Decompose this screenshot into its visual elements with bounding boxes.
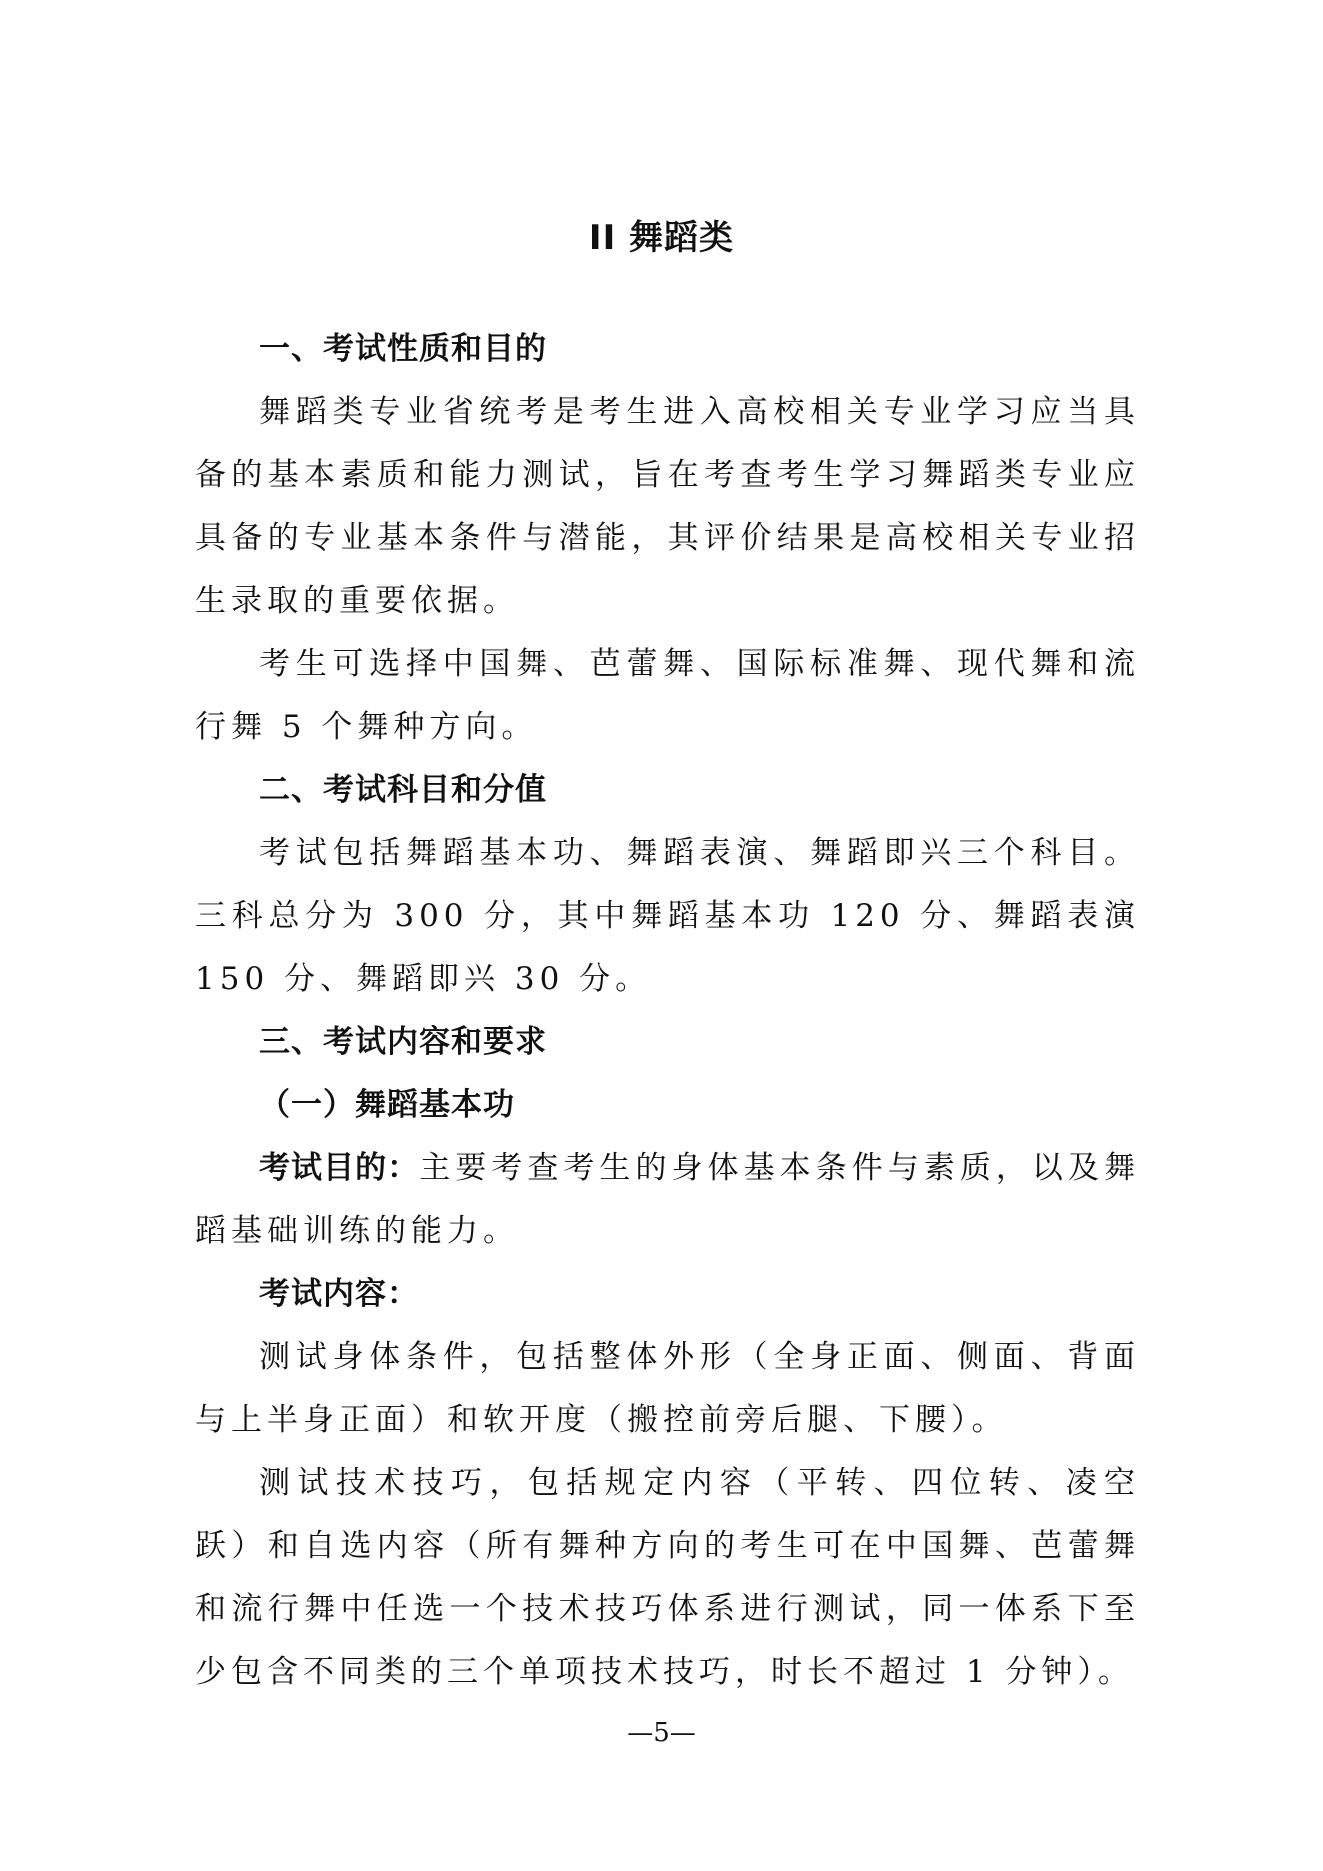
section-heading-2: 二、考试科目和分值 bbox=[259, 772, 547, 808]
subsection-heading: （一）舞蹈基本功 bbox=[259, 1087, 515, 1123]
page-title: II 舞蹈类 bbox=[588, 218, 735, 258]
paragraph-purpose bbox=[195, 1137, 1140, 1263]
paragraph: 考试包括舞蹈基本功、舞蹈表演、舞蹈即兴三个科目。三科总分为 300 分，其中舞蹈基本功 120 分、舞蹈表演 150 分、舞蹈即兴 30 分。 bbox=[195, 835, 1140, 997]
section-heading-1: 一、考试性质和目的 bbox=[259, 331, 547, 367]
section-heading-3: 三、考试内容和要求 bbox=[259, 1024, 547, 1060]
document-body bbox=[195, 318, 1140, 1704]
paragraph: 考生可选择中国舞、芭蕾舞、国际标准舞、现代舞和流行舞 5 个舞种方向。 bbox=[195, 646, 1140, 745]
paragraph: 测试身体条件，包括整体外形（全身正面、侧面、背面与上半身正面）和软开度（搬控前旁后腿、下腰）。 bbox=[195, 1339, 1140, 1438]
purpose-text: 主要考查考生的身体基本条件与素质，以及舞蹈基础训练的能力。 bbox=[195, 1150, 1141, 1249]
purpose-label: 考试目的： bbox=[259, 1150, 420, 1186]
paragraph: 测试技术技巧，包括规定内容（平转、四位转、凌空跃）和自选内容（所有舞种方向的考生可在中国舞、芭蕾舞和流行舞中任选一个技术技巧体系进行测试，同一体系下至少包含不同类的三个单项技术技巧，时长不超过 1 分钟）。 bbox=[195, 1465, 1140, 1690]
paragraph: 舞蹈类专业省统考是考生进入高校相关专业学习应当具备的基本素质和能力测试，旨在考查考生学习舞蹈类专业应具备的专业基本条件与潜能，其评价结果是高校相关专业招生录取的重要依据。 bbox=[195, 394, 1140, 619]
content-label: 考试内容： bbox=[259, 1276, 419, 1312]
page-number: —5— bbox=[627, 1718, 696, 1748]
